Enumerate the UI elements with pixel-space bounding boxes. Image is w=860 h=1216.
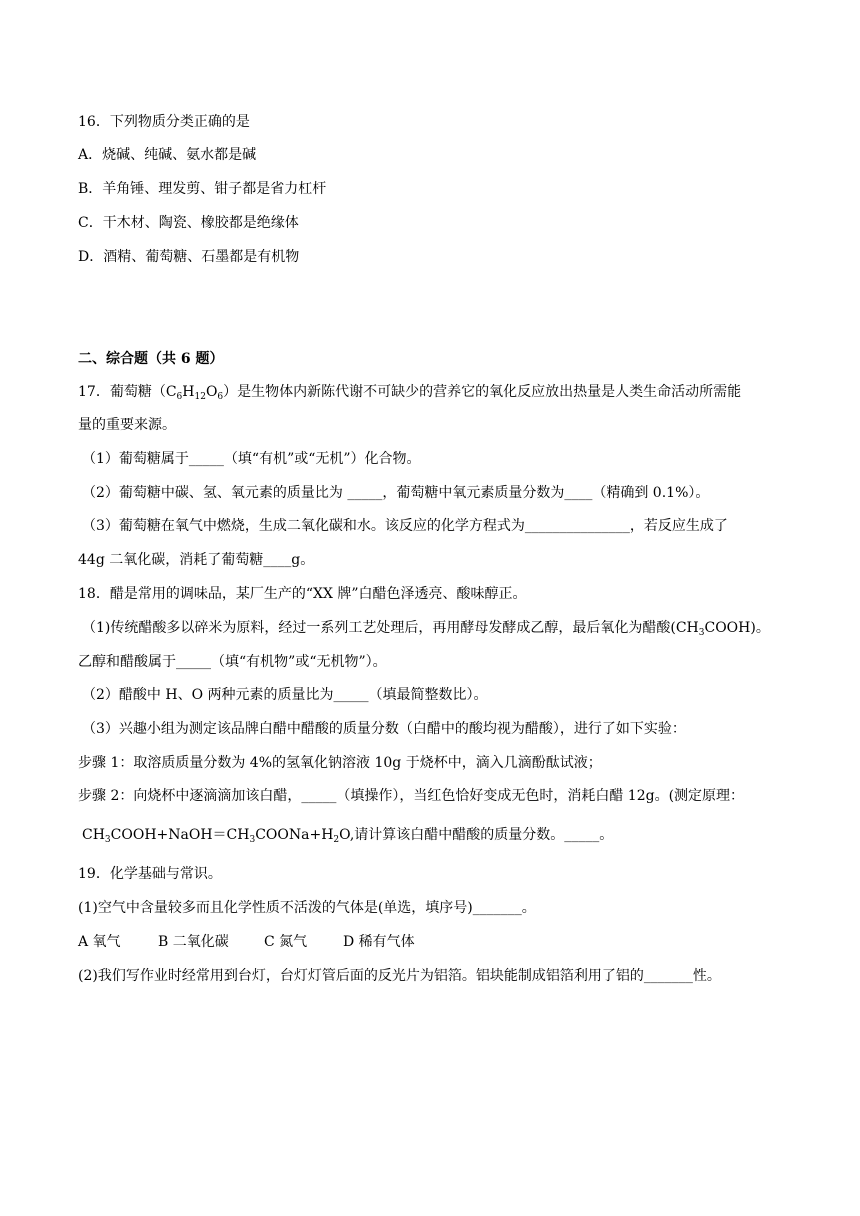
formula-element: H bbox=[182, 384, 195, 400]
q19-part1: (1)空气中含量较多而且化学性质不活泼的气体是(单选，填序号)_______。 bbox=[78, 900, 536, 916]
q18-part1-text: COOH)。 bbox=[704, 620, 770, 636]
q18-equation bbox=[82, 826, 613, 844]
equation-part: CH bbox=[82, 827, 105, 843]
q18-part2: （2）醋酸中 H、O 两种元素的质量比为_____（填最简整数比）。 bbox=[82, 687, 488, 703]
q18-part1-line2: 乙醇和醋酸属于_____（填“有机物”或“无机物”）。 bbox=[78, 654, 387, 670]
q17-part1: （1）葡萄糖属于_____（填“有机”或“无机”）化合物。 bbox=[82, 451, 421, 467]
q18-step2: 步骤 2：向烧杯中逐滴滴加该白醋，_____（填操作），当红色恰好变成无色时，消耗白醋 12g。(测定原理： bbox=[78, 788, 745, 804]
q19-option-d: D 稀有气体 bbox=[343, 934, 415, 950]
q17-part3-line2: 44g 二氧化碳，消耗了葡萄糖____g。 bbox=[78, 552, 315, 568]
formula-subscript: 6 bbox=[176, 392, 183, 402]
q16-option-a: A．烧碱、纯碱、氨水都是碱 bbox=[78, 147, 257, 163]
q19-part2: (2)我们写作业时经常用到台灯，台灯灯管后面的反光片为铝箔。铝块能制成铝箔利用了铝的_______性。 bbox=[78, 968, 721, 984]
q17-stem bbox=[78, 383, 741, 401]
q19-option-c: C 氮气 bbox=[264, 934, 308, 950]
equation-part: COOH+NaOH＝CH bbox=[110, 827, 250, 843]
equation-part: O bbox=[339, 827, 350, 843]
q16-stem: 16．下列物质分类正确的是 bbox=[78, 114, 250, 130]
q17-stem-part: ）是生物体内新陈代谢不可缺少的营养它的氧化反应放出热量是人类生命活动所需能 bbox=[223, 384, 742, 400]
q18-part1-text: （1)传统醋酸多以碎米为原料，经过一系列工艺处理后，再用酵母发酵成乙醇，最后氧化为醋酸(CH bbox=[82, 620, 699, 636]
q18-stem: 18．醋是常用的调味品，某厂生产的“XX 牌”白醋色泽透亮、酸味醇正。 bbox=[78, 586, 527, 602]
q16-option-d: D．酒精、葡萄糖、石墨都是有机物 bbox=[78, 249, 300, 265]
section-2-title: 二、综合题（共 6 题） bbox=[78, 351, 224, 367]
formula-subscript: 3 bbox=[249, 835, 256, 845]
formula-subscript: 6 bbox=[217, 392, 224, 402]
q16-option-c: C．干木材、陶瓷、橡胶都是绝缘体 bbox=[78, 215, 299, 231]
formula-subscript: 3 bbox=[698, 628, 705, 638]
q18-step1: 步骤 1：取溶质质量分数为 4%的氢氧化钠溶液 10g 于烧杯中，滴入几滴酚酞试液； bbox=[78, 755, 602, 771]
formula-subscript: 2 bbox=[333, 835, 340, 845]
equation-part: COONa+H bbox=[255, 827, 334, 843]
q17-part3-line1: （3）葡萄糖在氧气中燃烧，生成二氧化碳和水。该反应的化学方程式为_______________，若反应生成了 bbox=[82, 518, 728, 534]
q18-part1 bbox=[82, 619, 770, 637]
equation-tail: ,请计算该白醋中醋酸的质量分数。_____。 bbox=[349, 827, 614, 843]
formula-subscript: 3 bbox=[104, 835, 111, 845]
q19-option-a: A 氧气 bbox=[78, 934, 121, 950]
formula-element: O bbox=[205, 384, 218, 400]
q19-options bbox=[78, 933, 415, 951]
q17-stem-line2: 量的重要来源。 bbox=[78, 417, 176, 433]
formula-subscript: 12 bbox=[194, 392, 206, 402]
q18-part3: （3）兴趣小组为测定该品牌白醋中醋酸的质量分数（白醋中的酸均视为醋酸），进行了如下实验： bbox=[82, 721, 686, 737]
q17-stem-part: 17．葡萄糖（C bbox=[78, 384, 177, 400]
q19-option-b: B 二氧化碳 bbox=[158, 934, 229, 950]
q17-part2: （2）葡萄糖中碳、氢、氧元素的质量比为 _____，葡萄糖中氧元素质量分数为____（精确到 0.1%）。 bbox=[82, 485, 710, 501]
q19-stem: 19．化学基础与常识。 bbox=[78, 866, 222, 882]
q16-option-b: B．羊角锤、理发剪、钳子都是省力杠杆 bbox=[78, 181, 327, 197]
